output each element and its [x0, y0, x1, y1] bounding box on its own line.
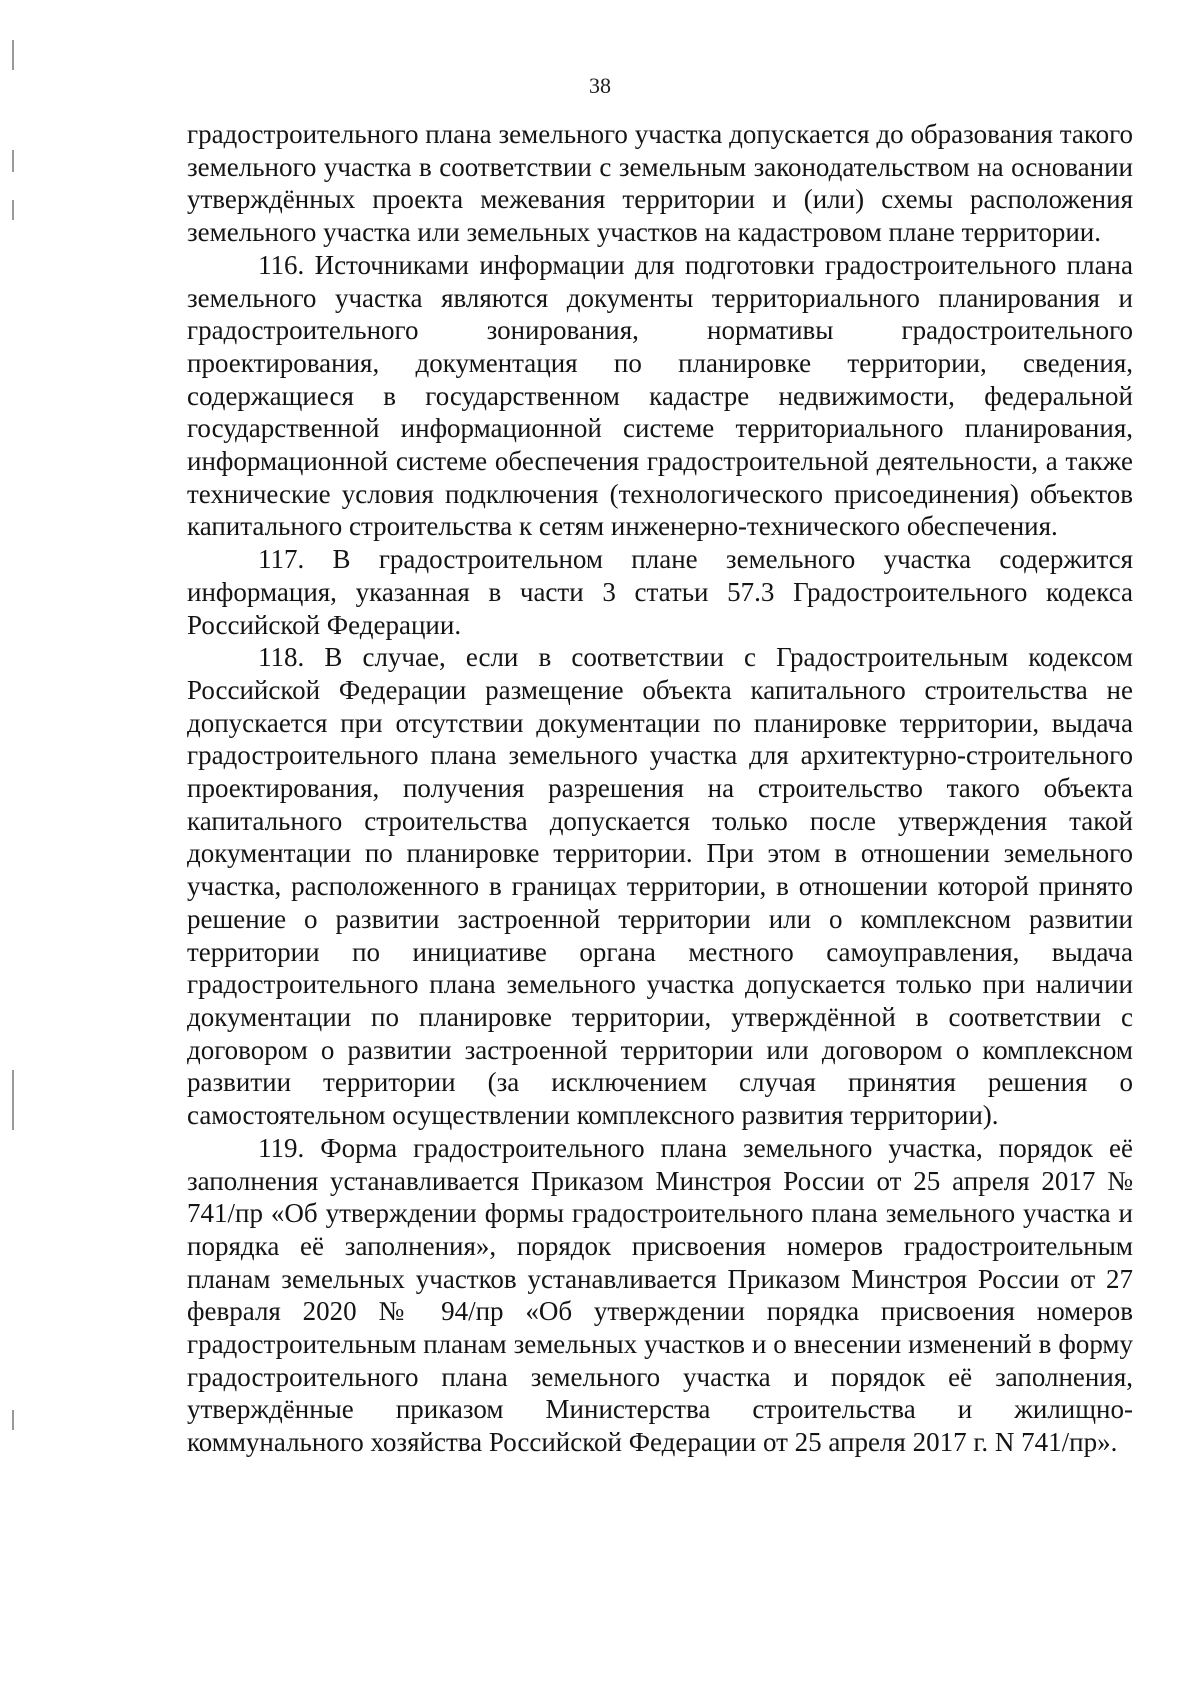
- scan-edge-mark: [12, 1410, 14, 1430]
- scan-edge-mark: [12, 150, 14, 172]
- page-number: 38: [589, 73, 611, 98]
- paragraph-clause-116: 116. Источниками информации для подготовки градостроительного плана земельного участка являются документы территориального планирования и градостроительного зонирования, нормативы градостроительного проектирования, документация по планировке территории, сведения, содержащиеся в государственном кадастре недвижимости, федеральной государственной информационной системе территориального планирования, информационной системе обеспечения градостроительной деятельности, а также технические условия подключения (технологического присоединения) объектов капитального строительства к сетям инженерно-технического обеспечения.: [187, 249, 1133, 542]
- scan-edge-mark: [12, 40, 14, 70]
- document-body: [187, 118, 1133, 1459]
- paragraph-continuation: градостроительного плана земельного участка допускается до образования такого земельного участка в соответствии с земельным законодательством на основании утверждённых проекта межевания территории и (или) схемы расположения земельного участка или земельных участков на кадастровом плане территории.: [187, 119, 1133, 248]
- paragraph-clause-117: 117. В градостроительном плане земельного участка содержится информация, указанная в части 3 статьи 57.3 Градостроительного кодекса Российской Федерации.: [187, 544, 1133, 640]
- paragraph-clause-118: 118. В случае, если в соответствии с Градостроительным кодексом Российской Федерации размещение объекта капитального строительства не допускается при отсутствии документации по планировке территории, выдача градостроительного плана земельного участка для архитектурно-строительного проектирования, получения разрешения на строительство такого объекта капитального строительства допускается только после утверждения такой документации по планировке территории. При этом в отношении земельного участка, расположенного в границах территории, в отношении которой принято решение о развитии застроенной территории или о комплексном развитии территории по инициативе органа местного самоуправления, выдача градостроительного плана земельного участка допускается только при наличии документации по планировке территории, утверждённой в соответствии с договором о развитии застроенной территории или договором о комплексном развитии территории (за исключением случая принятия решения о самостоятельном осуществлении комплексного развития территории).: [187, 642, 1133, 1131]
- paragraph-clause-119: 119. Форма градостроительного плана земельного участка, порядок её заполнения устанавливается Приказом Минстроя России от 25 апреля 2017 № 741/пр «Об утверждении формы градостроительного плана земельного участка и порядка её заполнения», порядок присвоения номеров градостроительным планам земельных участков устанавливается Приказом Минстроя России от 27 февраля 2020 № 94/пр «Об утверждении порядка присвоения номеров градостроительным планам земельных участков и о внесении изменений в форму градостроительного плана земельного участка и порядок её заполнения, утверждённые приказом Министерства строительства и жилищно-коммунального хозяйства Российской Федерации от 25 апреля 2017 г. N 741/пр».: [187, 1132, 1133, 1458]
- scan-edge-mark: [12, 200, 14, 220]
- scan-edge-mark: [12, 1070, 14, 1130]
